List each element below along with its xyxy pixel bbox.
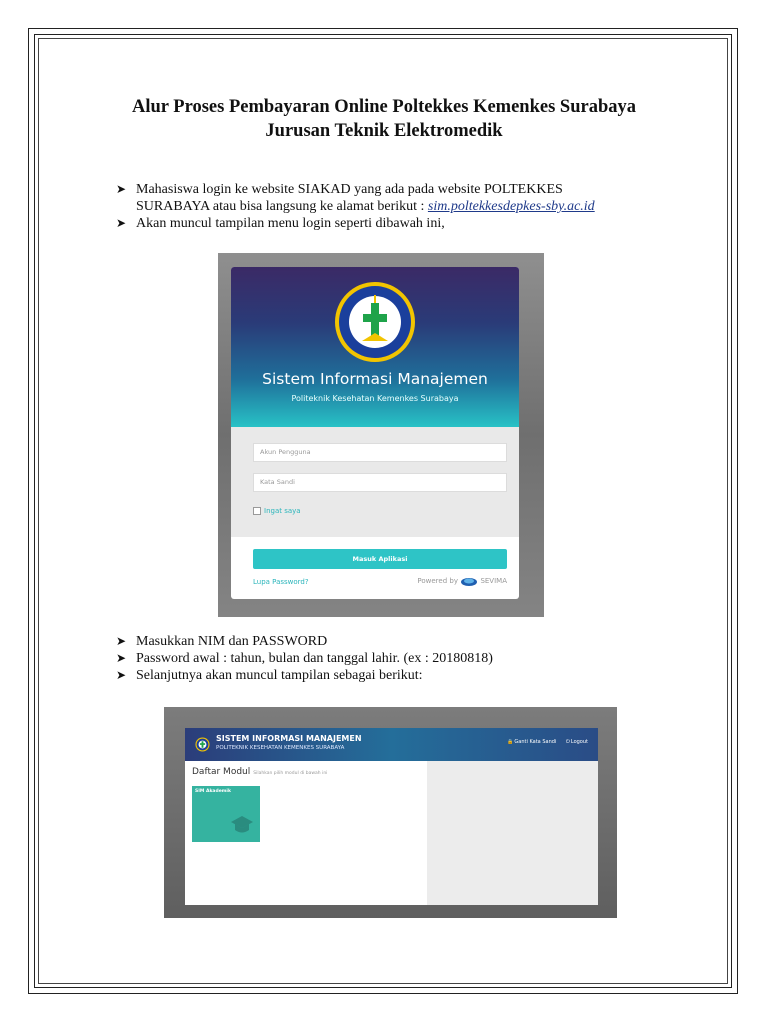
login-title: Sistem Informasi Manajemen [262,370,488,388]
bullet-text: Password awal : tahun, bulan dan tanggal lahir. (ex : 20180818) [136,651,493,666]
login-card [231,267,519,599]
change-password-link[interactable]: 🔒Ganti Kata Sandi [507,739,557,745]
module-panel [185,761,427,905]
kemenkes-logo-icon [334,281,416,363]
tile-label: SIM Akademik [195,789,231,794]
side-panel [427,761,598,905]
bullet-text: Masukkan NIM dan PASSWORD [136,634,328,649]
remember-me[interactable] [253,507,301,515]
graduation-cap-icon [230,814,254,836]
bullet-list-bottom [116,633,676,684]
logout-link[interactable]: ⏻Logout [565,739,588,745]
bullet-text: Mahasiswa login ke website SIAKAD yang ada pada website POLTEKKES [136,182,563,197]
list-item [116,633,676,650]
username-input[interactable]: Akun Pengguna [253,443,507,462]
dashboard-app [185,728,598,905]
siakad-link[interactable]: sim.poltekkesdepkes-sby.ac.id [427,199,595,214]
dashboard-screenshot [164,707,617,918]
sim-akademik-tile[interactable] [192,786,260,842]
password-input[interactable]: Kata Sandi [253,473,507,492]
bullet-arrow-icon: ➤ [116,182,127,196]
sevima-brand: SEVIMA [480,577,507,585]
remember-label: Ingat saya [264,507,301,515]
bullet-arrow-icon: ➤ [116,216,127,230]
list-item [116,215,676,232]
login-header [231,267,519,427]
powered-by-label: Powered by [417,577,458,585]
bullet-text: Akan muncul tampilan menu login seperti dibawah ini, [136,216,445,231]
list-item [116,650,676,667]
bullet-arrow-icon: ➤ [116,634,127,648]
document-title-line2: Jurusan Teknik Elektromedik [265,121,503,141]
powered-by [417,576,507,586]
module-hint: Silahkan pilih modul di bawah ini [253,771,328,776]
login-screenshot [218,253,544,617]
forgot-password-link[interactable]: Lupa Password? [253,578,309,586]
list-item [116,667,676,684]
dashboard-title: SISTEM INFORMASI MANAJEMEN [216,734,362,743]
dashboard-header [185,728,598,761]
bullet-text: Selanjutnya akan muncul tampilan sebagai berikut: [136,668,423,683]
remember-checkbox[interactable] [253,507,261,515]
dashboard-nav [499,739,588,745]
kemenkes-logo-icon [195,737,210,752]
sevima-logo-icon [460,576,478,586]
bullet-list-top [116,181,676,232]
document-title-line1: Alur Proses Pembayaran Online Poltekkes Kemenkes Surabaya [132,97,636,117]
login-form [231,427,519,537]
login-button[interactable]: Masuk Aplikasi [253,549,507,569]
login-subtitle: Politeknik Kesehatan Kemenkes Surabaya [291,394,459,403]
bullet-arrow-icon: ➤ [116,651,127,665]
module-heading: Daftar Modul Silahkan pilih modul di bawah ini [192,767,328,777]
bullet-text: SURABAYA atau bisa langsung ke alamat berikut : [136,199,428,214]
list-item [116,181,676,215]
dashboard-subtitle: POLITEKNIK KESEHATAN KEMENKES SURABAYA [216,745,345,751]
bullet-arrow-icon: ➤ [116,668,127,682]
